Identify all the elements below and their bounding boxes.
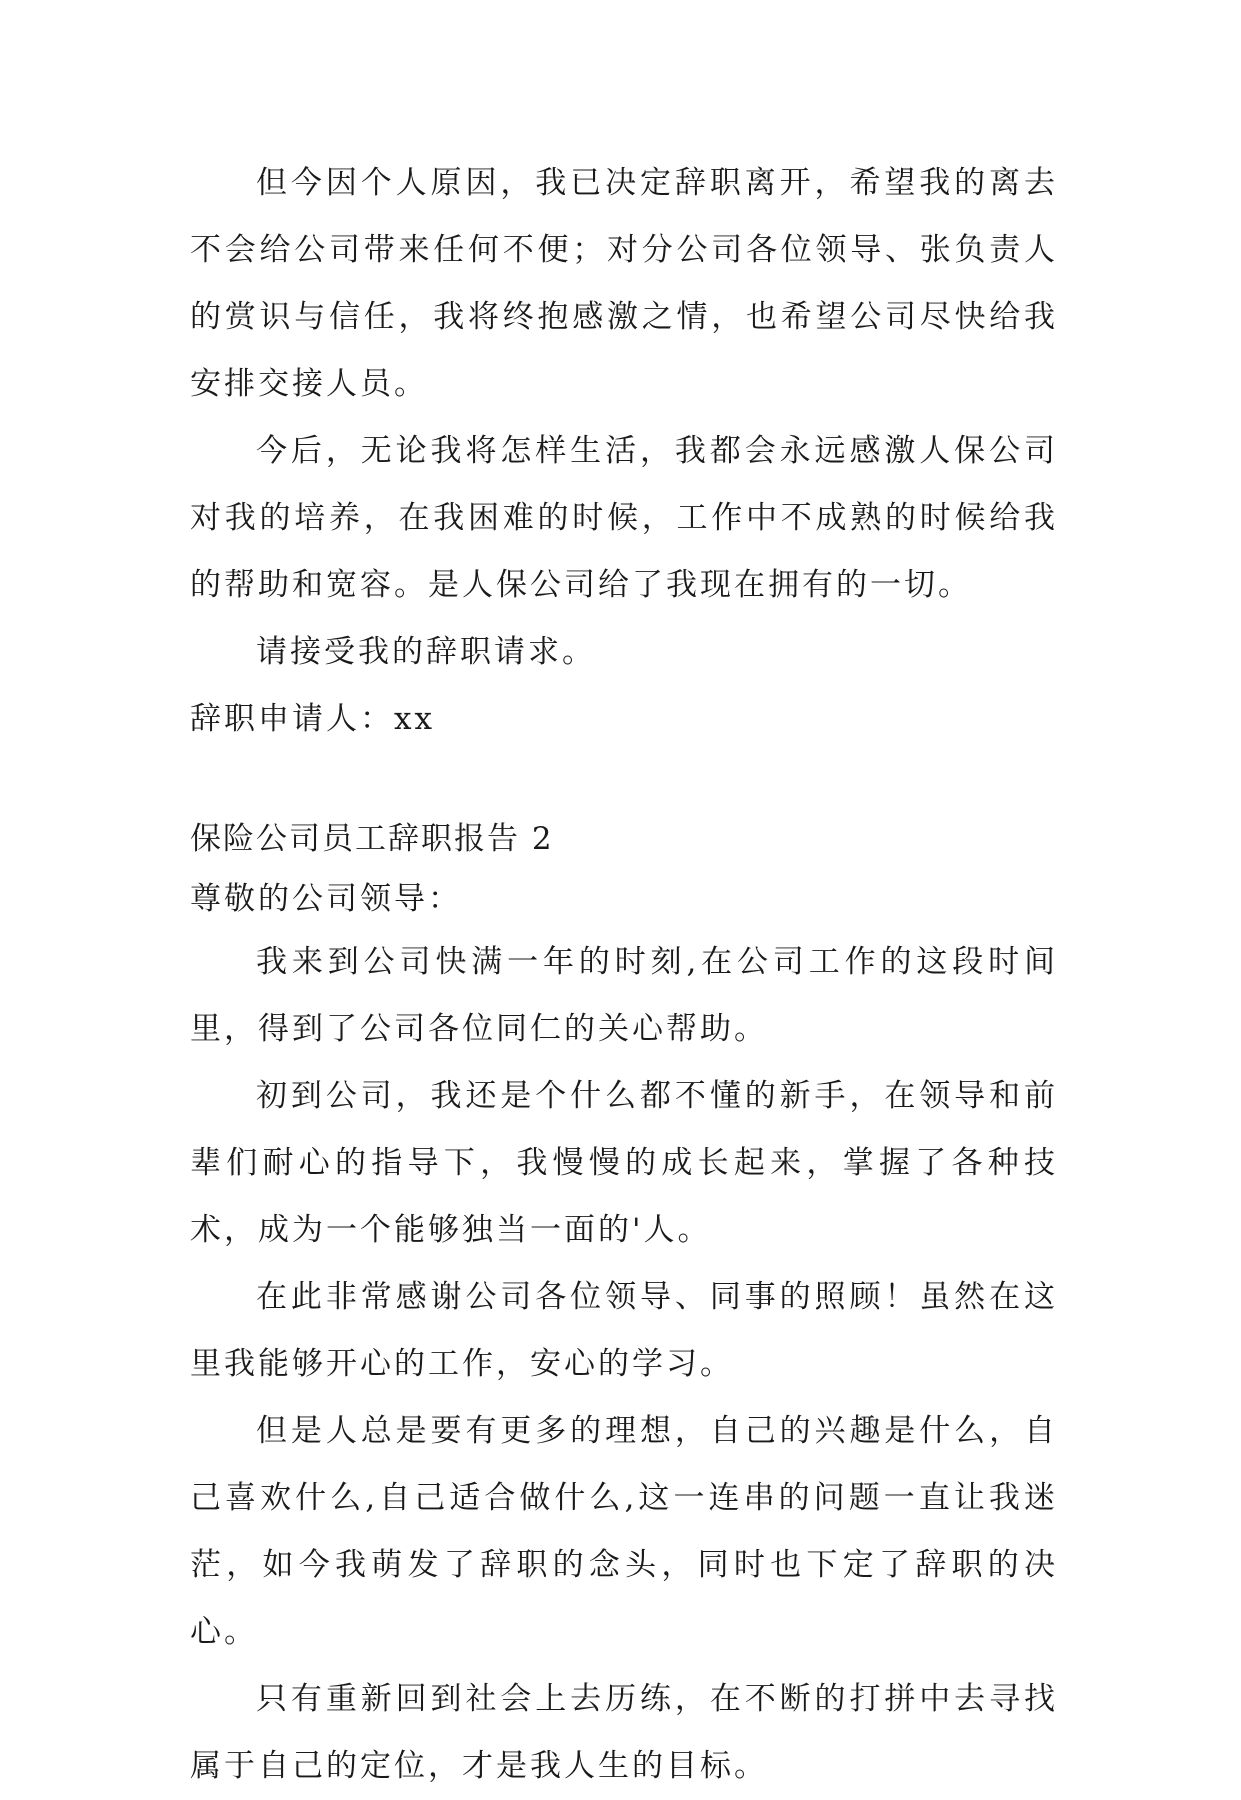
paragraph-request: 请接受我的辞职请求。: [256, 634, 596, 670]
paragraph-resignation-reason: 但今因个人原因，我已决定辞职离开，希望我的离去不会给公司带来任何不便；对分公司各位领导、张负责人的赏识与信任，我将终抱感激之情，也希望公司尽快给我安排交接人员。: [190, 165, 1058, 402]
section-title: 保险公司员工辞职报告 2: [190, 821, 554, 857]
salutation: 尊敬的公司领导：: [190, 881, 462, 917]
paragraph-goal: 只有重新回到社会上去历练，在不断的打拼中去寻找属于自己的定位，才是我人生的目标。: [190, 1681, 1058, 1784]
signature-line: 辞职申请人：xx: [190, 701, 435, 737]
paragraph-thanks: 在此非常感谢公司各位领导、同事的照顾！虽然在这里我能够开心的工作，安心的学习。: [190, 1279, 1058, 1382]
paragraph-one-year: 我来到公司快满一年的时刻,在公司工作的这段时间里，得到了公司各位同仁的关心帮助。: [190, 944, 1058, 1047]
section-gap: [190, 753, 1058, 809]
paragraph-gratitude: 今后，无论我将怎样生活，我都会永远感激人保公司对我的培养，在我困难的时候，工作中不成熟的时候给我的帮助和宽容。是人保公司给了我现在拥有的一切。: [190, 433, 1058, 603]
document-body: [190, 150, 1058, 1800]
paragraph-ideals: 但是人总是要有更多的理想，自己的兴趣是什么，自己喜欢什么,自己适合做什么,这一连串的问题一直让我迷茫，如今我萌发了辞职的念头，同时也下定了辞职的决心。: [190, 1413, 1058, 1650]
paragraph-growth: 初到公司，我还是个什么都不懂的新手，在领导和前辈们耐心的指导下，我慢慢的成长起来，掌握了各种技术，成为一个能够独当一面的'人。: [190, 1078, 1058, 1248]
